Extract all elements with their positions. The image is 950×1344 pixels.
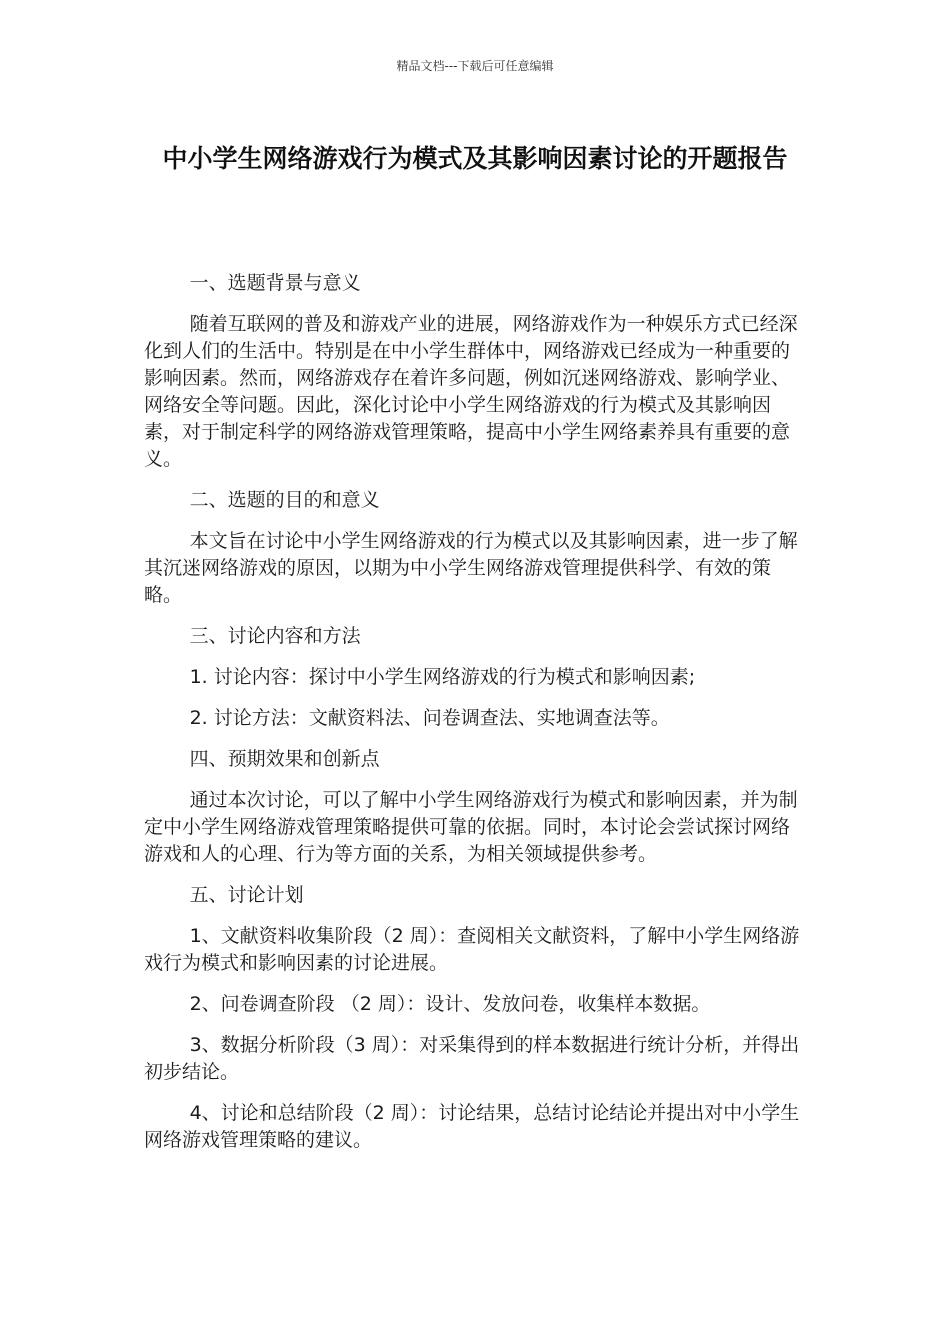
plan-item-summary: 4、讨论和总结阶段（2 周）：讨论结果，总结讨论结论并提出对中小学生网络游戏管理策略的建议。 <box>144 1102 800 1151</box>
paragraph-expected-results: 通过本次讨论，可以了解中小学生网络游戏行为模式和影响因素，并为制定中小学生网络游戏管理策略提供可靠的依据。同时，本讨论会尝试探讨网络游戏和人的心理、行为等方面的关系，为相关领域提供参考。 <box>144 789 798 865</box>
document-body <box>144 270 804 1168</box>
list-item-method: 2. 讨论方法：文献资料法、问卷调查法、实地调查法等。 <box>189 707 670 729</box>
plan-item-literature: 1、文献资料收集阶段（2 周）：查阅相关文献资料，了解中小学生网络游戏行为模式和影响因素的讨论进展。 <box>144 925 800 974</box>
paragraph-background: 随着互联网的普及和游戏产业的进展，网络游戏作为一种娱乐方式已经深化到人们的生活中。特别是在中小学生群体中，网络游戏已经成为一种重要的影响因素。然而，网络游戏存在着许多问题，例如沉迷网络游戏、影响学业、网络安全等问题。因此，深化讨论中小学生网络游戏的行为模式及其影响因素，对于制定科学的网络游戏管理策略，提高中小学生网络素养具有重要的意义。 <box>144 313 798 470</box>
section-heading-background: 一、选题背景与意义 <box>189 272 361 294</box>
paragraph-purpose: 本文旨在讨论中小学生网络游戏的行为模式以及其影响因素，进一步了解其沉迷网络游戏的原因，以期为中小学生网络游戏管理提供科学、有效的策略。 <box>144 530 798 606</box>
page-header: 精品文档---下载后可任意编辑 <box>396 59 554 73</box>
document-title: 中小学生网络游戏行为模式及其影响因素讨论的开题报告 <box>162 144 788 173</box>
section-heading-purpose: 二、选题的目的和意义 <box>189 489 380 511</box>
section-heading-content-method: 三、讨论内容和方法 <box>189 625 361 647</box>
list-item-content: 1. 讨论内容：探讨中小学生网络游戏的行为模式和影响因素; <box>189 666 696 688</box>
section-heading-expected-results: 四、预期效果和创新点 <box>189 748 380 770</box>
plan-item-survey: 2、问卷调查阶段 （2 周）：设计、发放问卷，收集样本数据。 <box>189 993 711 1015</box>
plan-item-analysis: 3、数据分析阶段（3 周）：对采集得到的样本数据进行统计分析，并得出初步结论。 <box>144 1034 800 1083</box>
section-heading-plan: 五、讨论计划 <box>189 884 304 906</box>
